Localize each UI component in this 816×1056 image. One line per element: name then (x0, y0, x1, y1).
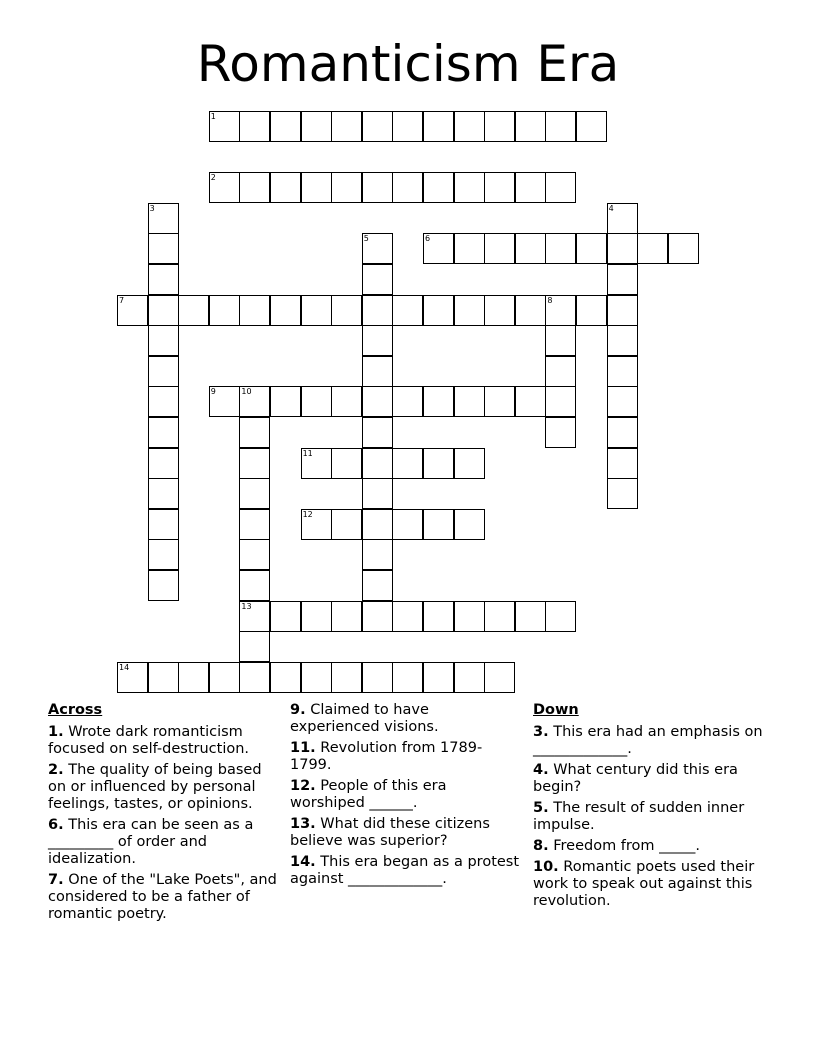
grid-cell[interactable] (148, 448, 179, 479)
grid-cell[interactable] (607, 356, 638, 387)
grid-cell[interactable] (484, 111, 515, 142)
grid-cell[interactable] (515, 111, 546, 142)
grid-cell[interactable] (392, 111, 423, 142)
grid-cell[interactable] (545, 386, 576, 417)
grid-cell[interactable] (362, 509, 393, 540)
grid-cell[interactable] (362, 539, 393, 570)
grid-cell[interactable] (148, 356, 179, 387)
grid-cell[interactable] (607, 417, 638, 448)
grid-cell[interactable] (484, 601, 515, 632)
clue-number: 3 (149, 203, 155, 213)
grid-cell[interactable] (637, 233, 668, 264)
grid-cell[interactable] (607, 203, 638, 234)
grid-cell[interactable] (301, 172, 332, 203)
grid-cell[interactable] (423, 601, 454, 632)
grid-cell[interactable] (392, 295, 423, 326)
clue-number: 2 (210, 173, 216, 183)
grid-cell[interactable] (362, 448, 393, 479)
grid-cell[interactable] (270, 172, 301, 203)
grid-cell[interactable] (423, 448, 454, 479)
grid-cell[interactable] (117, 662, 148, 693)
clue-down-4: 4. What century did this era begin? (533, 762, 738, 795)
grid-cell[interactable] (331, 509, 362, 540)
grid-cell[interactable] (301, 662, 332, 693)
grid-cell[interactable] (239, 478, 270, 509)
grid-cell[interactable] (331, 111, 362, 142)
grid-cell[interactable] (148, 386, 179, 417)
grid-cell[interactable] (270, 662, 301, 693)
clue-across-6: 6. This era can be seen as a _________ of order and idealization. (48, 817, 254, 867)
across-clues-column-2 (290, 702, 522, 892)
grid-cell[interactable] (423, 172, 454, 203)
grid-cell[interactable] (301, 386, 332, 417)
grid-cell[interactable] (148, 417, 179, 448)
grid-cell[interactable] (331, 172, 362, 203)
grid-cell[interactable] (423, 509, 454, 540)
grid-cell[interactable] (362, 172, 393, 203)
grid-cell[interactable] (148, 233, 179, 264)
grid-cell[interactable] (239, 417, 270, 448)
clue-number: 13 (241, 601, 252, 611)
grid-cell[interactable] (148, 509, 179, 540)
grid-cell[interactable] (484, 386, 515, 417)
grid-cell[interactable] (362, 325, 393, 356)
grid-cell[interactable] (239, 448, 270, 479)
grid-cell[interactable] (301, 601, 332, 632)
grid-cell[interactable] (148, 662, 179, 693)
grid-cell[interactable] (331, 448, 362, 479)
grid-cell[interactable] (209, 662, 240, 693)
grid-cell[interactable] (148, 478, 179, 509)
grid-cell[interactable] (209, 386, 240, 417)
down-clues-column (533, 702, 773, 914)
grid-cell[interactable] (270, 295, 301, 326)
clue-across-13: 13. What did these citizens believe was superior? (290, 816, 490, 849)
grid-cell[interactable] (362, 662, 393, 693)
grid-cell[interactable] (239, 662, 270, 693)
grid-cell[interactable] (454, 295, 485, 326)
clue-down-5: 5. The result of sudden inner impulse. (533, 800, 745, 833)
grid-cell[interactable] (392, 662, 423, 693)
grid-cell[interactable] (148, 264, 179, 295)
grid-cell[interactable] (331, 386, 362, 417)
grid-cell[interactable] (607, 448, 638, 479)
grid-cell[interactable] (454, 509, 485, 540)
grid-cell[interactable] (362, 264, 393, 295)
grid-cell[interactable] (178, 295, 209, 326)
down-heading: Down (533, 702, 579, 718)
clue-across-14: 14. This era began as a protest against _____________. (290, 854, 520, 887)
clue-number: 8 (547, 295, 553, 305)
grid-cell[interactable] (423, 386, 454, 417)
grid-cell[interactable] (362, 295, 393, 326)
grid-cell[interactable] (515, 172, 546, 203)
grid-cell[interactable] (362, 570, 393, 601)
grid-cell[interactable] (178, 662, 209, 693)
grid-cell[interactable] (392, 386, 423, 417)
clue-across-1: 1. Wrote dark romanticism focused on self-destruction. (48, 724, 250, 757)
clue-down-8: 8. Freedom from _____. (533, 838, 701, 854)
grid-cell[interactable] (545, 233, 576, 264)
page-title: Romanticism Era (196, 35, 620, 93)
clue-down-10: 10. Romantic poets used their work to speak out against this revolution. (533, 859, 755, 909)
grid-cell[interactable] (454, 448, 485, 479)
grid-cell[interactable] (239, 601, 270, 632)
across-clues-column-1 (48, 702, 282, 927)
grid-cell[interactable] (454, 601, 485, 632)
grid-cell[interactable] (454, 386, 485, 417)
grid-cell[interactable] (423, 662, 454, 693)
grid-cell[interactable] (331, 662, 362, 693)
grid-cell[interactable] (362, 601, 393, 632)
grid-cell[interactable] (331, 601, 362, 632)
grid-cell[interactable] (239, 509, 270, 540)
grid-cell[interactable] (454, 111, 485, 142)
grid-cell[interactable] (454, 662, 485, 693)
grid-cell[interactable] (301, 448, 332, 479)
grid-cell[interactable] (209, 111, 240, 142)
grid-cell[interactable] (607, 478, 638, 509)
grid-cell[interactable] (423, 233, 454, 264)
grid-cell[interactable] (239, 295, 270, 326)
grid-cell[interactable] (270, 386, 301, 417)
grid-cell[interactable] (392, 601, 423, 632)
grid-cell[interactable] (209, 172, 240, 203)
grid-cell[interactable] (362, 386, 393, 417)
grid-cell[interactable] (392, 172, 423, 203)
grid-cell[interactable] (576, 111, 607, 142)
grid-cell[interactable] (484, 233, 515, 264)
clue-number: 11 (302, 448, 313, 458)
grid-cell[interactable] (239, 570, 270, 601)
grid-cell[interactable] (362, 111, 393, 142)
grid-cell[interactable] (607, 386, 638, 417)
grid-cell[interactable] (484, 172, 515, 203)
grid-cell[interactable] (484, 662, 515, 693)
clue-down-3: 3. This era had an emphasis on _____________. (533, 724, 763, 757)
grid-cell[interactable] (515, 601, 546, 632)
grid-cell[interactable] (362, 356, 393, 387)
grid-cell[interactable] (148, 203, 179, 234)
grid-cell[interactable] (576, 295, 607, 326)
grid-cell[interactable] (301, 509, 332, 540)
clue-number: 5 (363, 234, 369, 244)
clue-number: 1 (210, 112, 216, 121)
grid-cell[interactable] (362, 233, 393, 264)
grid-cell[interactable] (362, 417, 393, 448)
grid-cell[interactable] (454, 172, 485, 203)
clue-across-9: 9. Claimed to have experienced visions. (290, 702, 439, 735)
clue-across-2: 2. The quality of being based on or influenced by personal feelings, tastes, or opinions. (48, 762, 262, 812)
grid-cell[interactable] (239, 539, 270, 570)
grid-cell[interactable] (148, 570, 179, 601)
grid-cell[interactable] (545, 325, 576, 356)
grid-cell[interactable] (668, 233, 699, 264)
grid-cell[interactable] (209, 295, 240, 326)
grid-cell[interactable] (331, 295, 362, 326)
grid-cell[interactable] (545, 601, 576, 632)
grid-cell[interactable] (148, 539, 179, 570)
across-heading: Across (48, 702, 103, 718)
clue-number: 7 (119, 295, 125, 305)
clue-number: 9 (210, 387, 216, 397)
grid-cell[interactable] (301, 111, 332, 142)
clue-number: 12 (302, 509, 313, 519)
grid-cell[interactable] (117, 295, 148, 326)
grid-cell[interactable] (392, 509, 423, 540)
clue-across-12: 12. People of this era worshiped ______. (290, 778, 447, 811)
grid-cell[interactable] (239, 631, 270, 662)
grid-cell[interactable] (515, 295, 546, 326)
grid-cell[interactable] (607, 325, 638, 356)
grid-cell[interactable] (270, 111, 301, 142)
clue-number: 4 (608, 203, 614, 213)
grid-cell[interactable] (484, 295, 515, 326)
grid-cell[interactable] (239, 111, 270, 142)
grid-cell[interactable] (423, 111, 454, 142)
grid-cell[interactable] (362, 478, 393, 509)
grid-cell[interactable] (607, 295, 638, 326)
clue-number: 10 (241, 387, 252, 397)
clue-across-7: 7. One of the "Lake Poets", and considered to be a father of romantic poetry. (48, 872, 277, 922)
grid-cell[interactable] (545, 295, 576, 326)
clue-number: 14 (119, 662, 130, 672)
grid-cell[interactable] (239, 386, 270, 417)
grid-cell[interactable] (545, 417, 576, 448)
grid-cell[interactable] (239, 172, 270, 203)
grid-cell[interactable] (545, 172, 576, 203)
grid-cell[interactable] (392, 448, 423, 479)
grid-cell[interactable] (423, 295, 454, 326)
grid-cell[interactable] (607, 264, 638, 295)
grid-cell[interactable] (270, 601, 301, 632)
clue-across-11: 11. Revolution from 1789-1799. (290, 740, 483, 773)
grid-cell[interactable] (545, 111, 576, 142)
grid-cell[interactable] (515, 233, 546, 264)
grid-cell[interactable] (515, 386, 546, 417)
grid-cell[interactable] (607, 233, 638, 264)
grid-cell[interactable] (301, 295, 332, 326)
grid-cell[interactable] (148, 325, 179, 356)
grid-cell[interactable] (545, 356, 576, 387)
grid-cell[interactable] (576, 233, 607, 264)
grid-cell[interactable] (454, 233, 485, 264)
clue-number: 6 (425, 234, 431, 244)
grid-cell[interactable] (148, 295, 179, 326)
